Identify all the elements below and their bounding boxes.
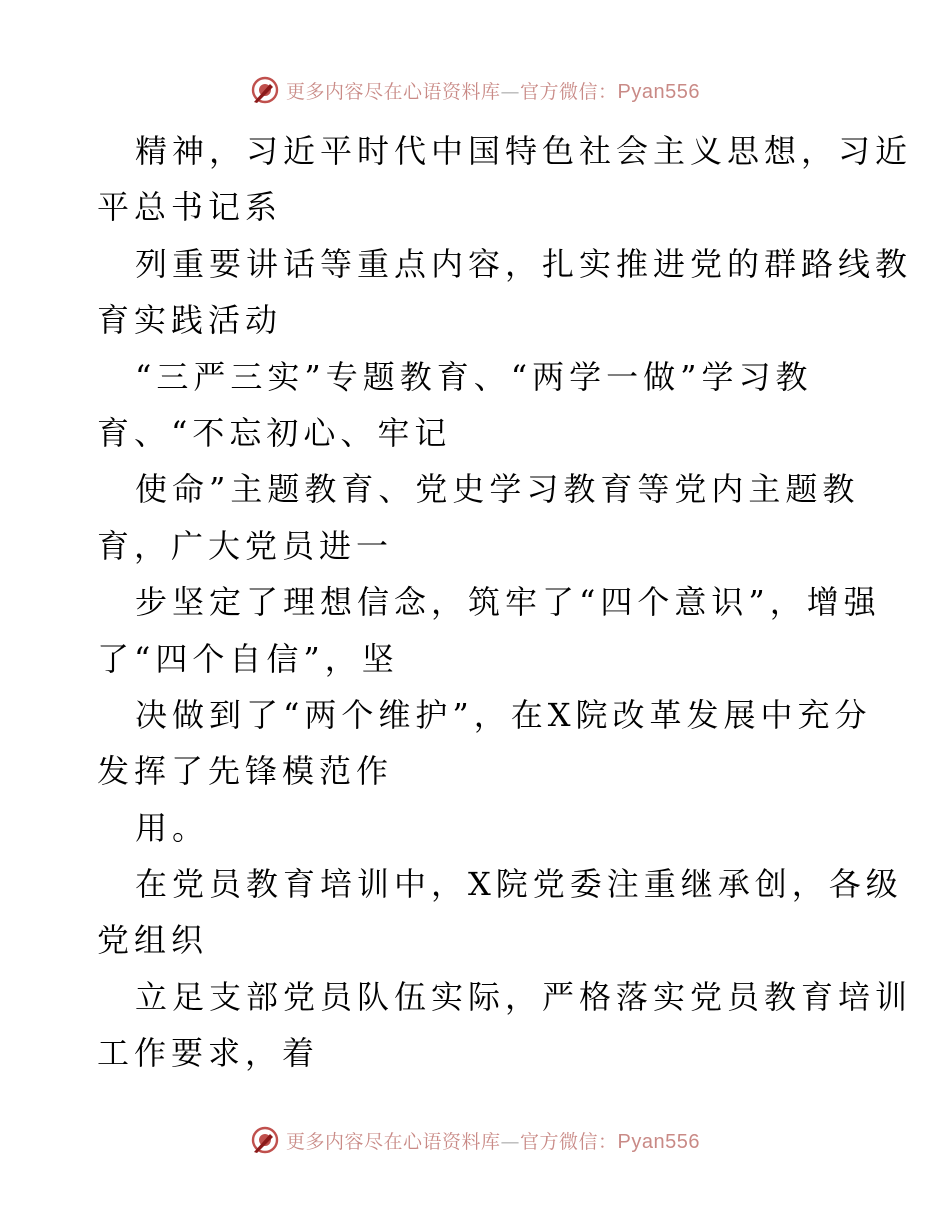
text-line: 育实践活动 [97, 301, 283, 340]
text-line: 决做到了“两个维护”，在X院改革发展中充分 [135, 695, 872, 734]
text-line: 发挥了先锋模范作 [97, 752, 394, 791]
text-line: 用。 [135, 808, 210, 847]
header-watermark [0, 70, 950, 110]
text-line: 精神，习近平时代中国特色社会主义思想，习近 [135, 132, 913, 170]
watermark-text: 更多内容尽在心语资料库—官方微信：Pyan556 [286, 80, 700, 103]
pen-circle-logo-icon [250, 75, 280, 105]
text-line: 平总书记系 [97, 188, 283, 227]
text-line: 列重要讲话等重点内容，扎实推进党的群路线教 [135, 244, 913, 283]
text-line: 育、“不忘初心、牢记 [97, 413, 452, 452]
document-body [97, 123, 913, 1082]
text-line: 立足支部党员队伍实际，严格落实党员教育培训 [135, 977, 913, 1016]
pen-circle-logo-icon [250, 1125, 280, 1155]
text-line: 工作要求，着 [97, 1034, 320, 1073]
footer-watermark [0, 1120, 950, 1160]
text-line: 使命”主题教育、党史学习教育等党内主题教 [135, 470, 860, 509]
text-line: 育，广大党员进一 [97, 526, 394, 565]
text-line: 在党员教育培训中，X院党委注重继承创，各级 [135, 865, 903, 904]
text-line: “三严三实”专题教育、“两学一做”学习教 [135, 357, 813, 396]
watermark-text: 更多内容尽在心语资料库—官方微信：Pyan556 [286, 1130, 700, 1153]
text-line: 党组织 [97, 921, 209, 960]
text-line: 步坚定了理想信念，筑牢了“四个意识”，增强 [135, 583, 881, 622]
text-line: 了“四个自信”，坚 [97, 639, 399, 678]
